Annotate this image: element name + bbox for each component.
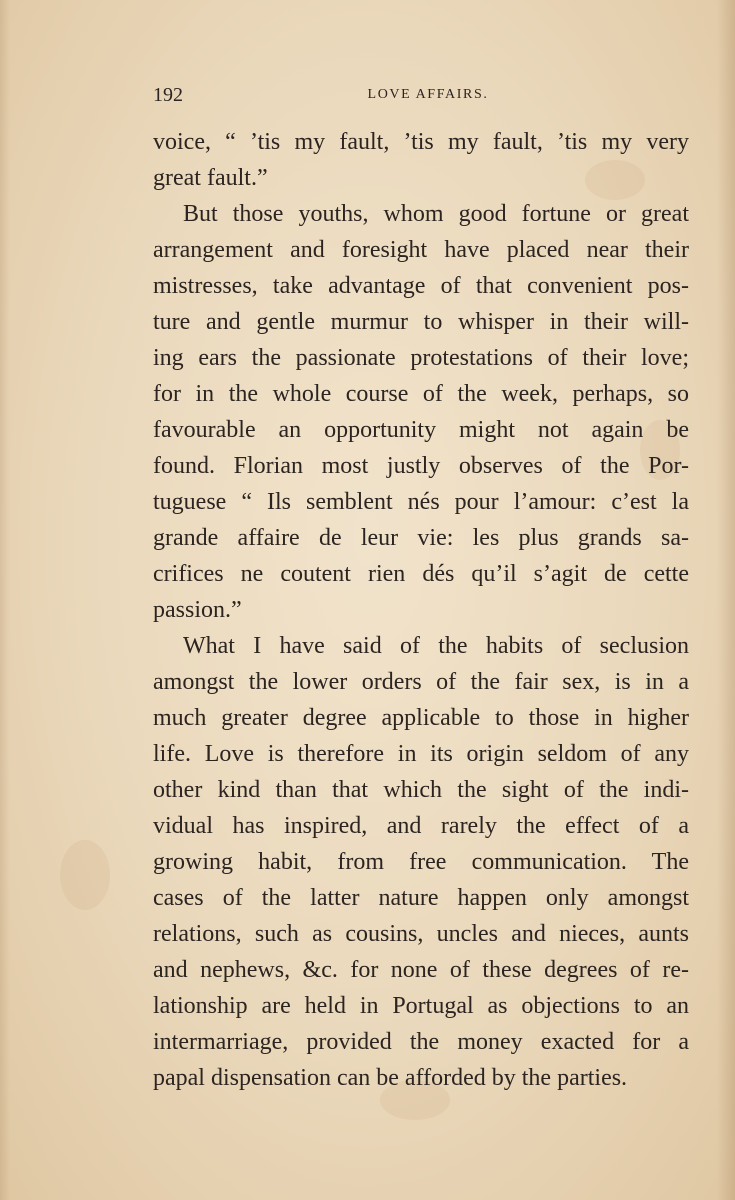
text-line: great fault.” xyxy=(153,165,268,191)
text-line: amongst the lower orders of the fair sex, is in a xyxy=(153,669,689,695)
body-text xyxy=(153,124,689,1096)
text-line: mistresses, take advantage of that convenient pos- xyxy=(153,273,689,299)
text-line: intermarriage, provided the money exacted for a xyxy=(153,1029,689,1055)
text-line: lationship are held in Portugal as objections to an xyxy=(153,993,689,1019)
page-number: 192 xyxy=(153,84,183,106)
text-line: much greater degree applicable to those in higher xyxy=(153,705,689,731)
running-title: LOVE AFFAIRS. xyxy=(367,87,489,102)
text-line: vidual has inspired, and rarely the effect of a xyxy=(153,813,689,839)
text-line: ing ears the passionate protestations of their love; xyxy=(153,345,689,371)
text-line: for in the whole course of the week, perhaps, so xyxy=(153,381,689,407)
text-line: ture and gentle murmur to whisper in their will- xyxy=(153,309,689,335)
text-line: other kind than that which the sight of the indi- xyxy=(153,777,689,803)
paragraph-start-line: But those youths, whom good fortune or great xyxy=(183,201,689,227)
page-edge-shadow-right xyxy=(717,0,735,1200)
text-line: grande affaire de leur vie: les plus grands sa- xyxy=(153,525,689,551)
text-line: cases of the latter nature happen only amongst xyxy=(153,885,689,911)
running-head xyxy=(153,82,689,108)
paragraph-start-line: What I have said of the habits of seclusion xyxy=(183,633,689,659)
text-line: found. Florian most justly observes of the Por- xyxy=(153,453,689,479)
page-edge-shadow-left xyxy=(0,0,10,1200)
text-line: favourable an opportunity might not again be xyxy=(153,417,689,443)
text-line: and nephews, &c. for none of these degrees of re- xyxy=(153,957,689,983)
text-line: crifices ne coutent rien dés qu’il s’agit de cette xyxy=(153,561,689,587)
text-line: arrangement and foresight have placed near their xyxy=(153,237,689,263)
text-line: growing habit, from free communication. The xyxy=(153,849,689,875)
text-line: relations, such as cousins, uncles and nieces, aunts xyxy=(153,921,689,947)
text-line: papal dispensation can be afforded by the parties. xyxy=(153,1065,628,1091)
text-line: tuguese “ Ils semblent nés pour l’amour: c’est la xyxy=(153,489,689,515)
text-line: life. Love is therefore in its origin seldom of any xyxy=(153,741,689,767)
paper-stain xyxy=(60,840,110,910)
text-line: passion.” xyxy=(153,597,242,623)
text-line: voice, “ ’tis my fault, ’tis my fault, ’tis my very xyxy=(153,129,689,155)
